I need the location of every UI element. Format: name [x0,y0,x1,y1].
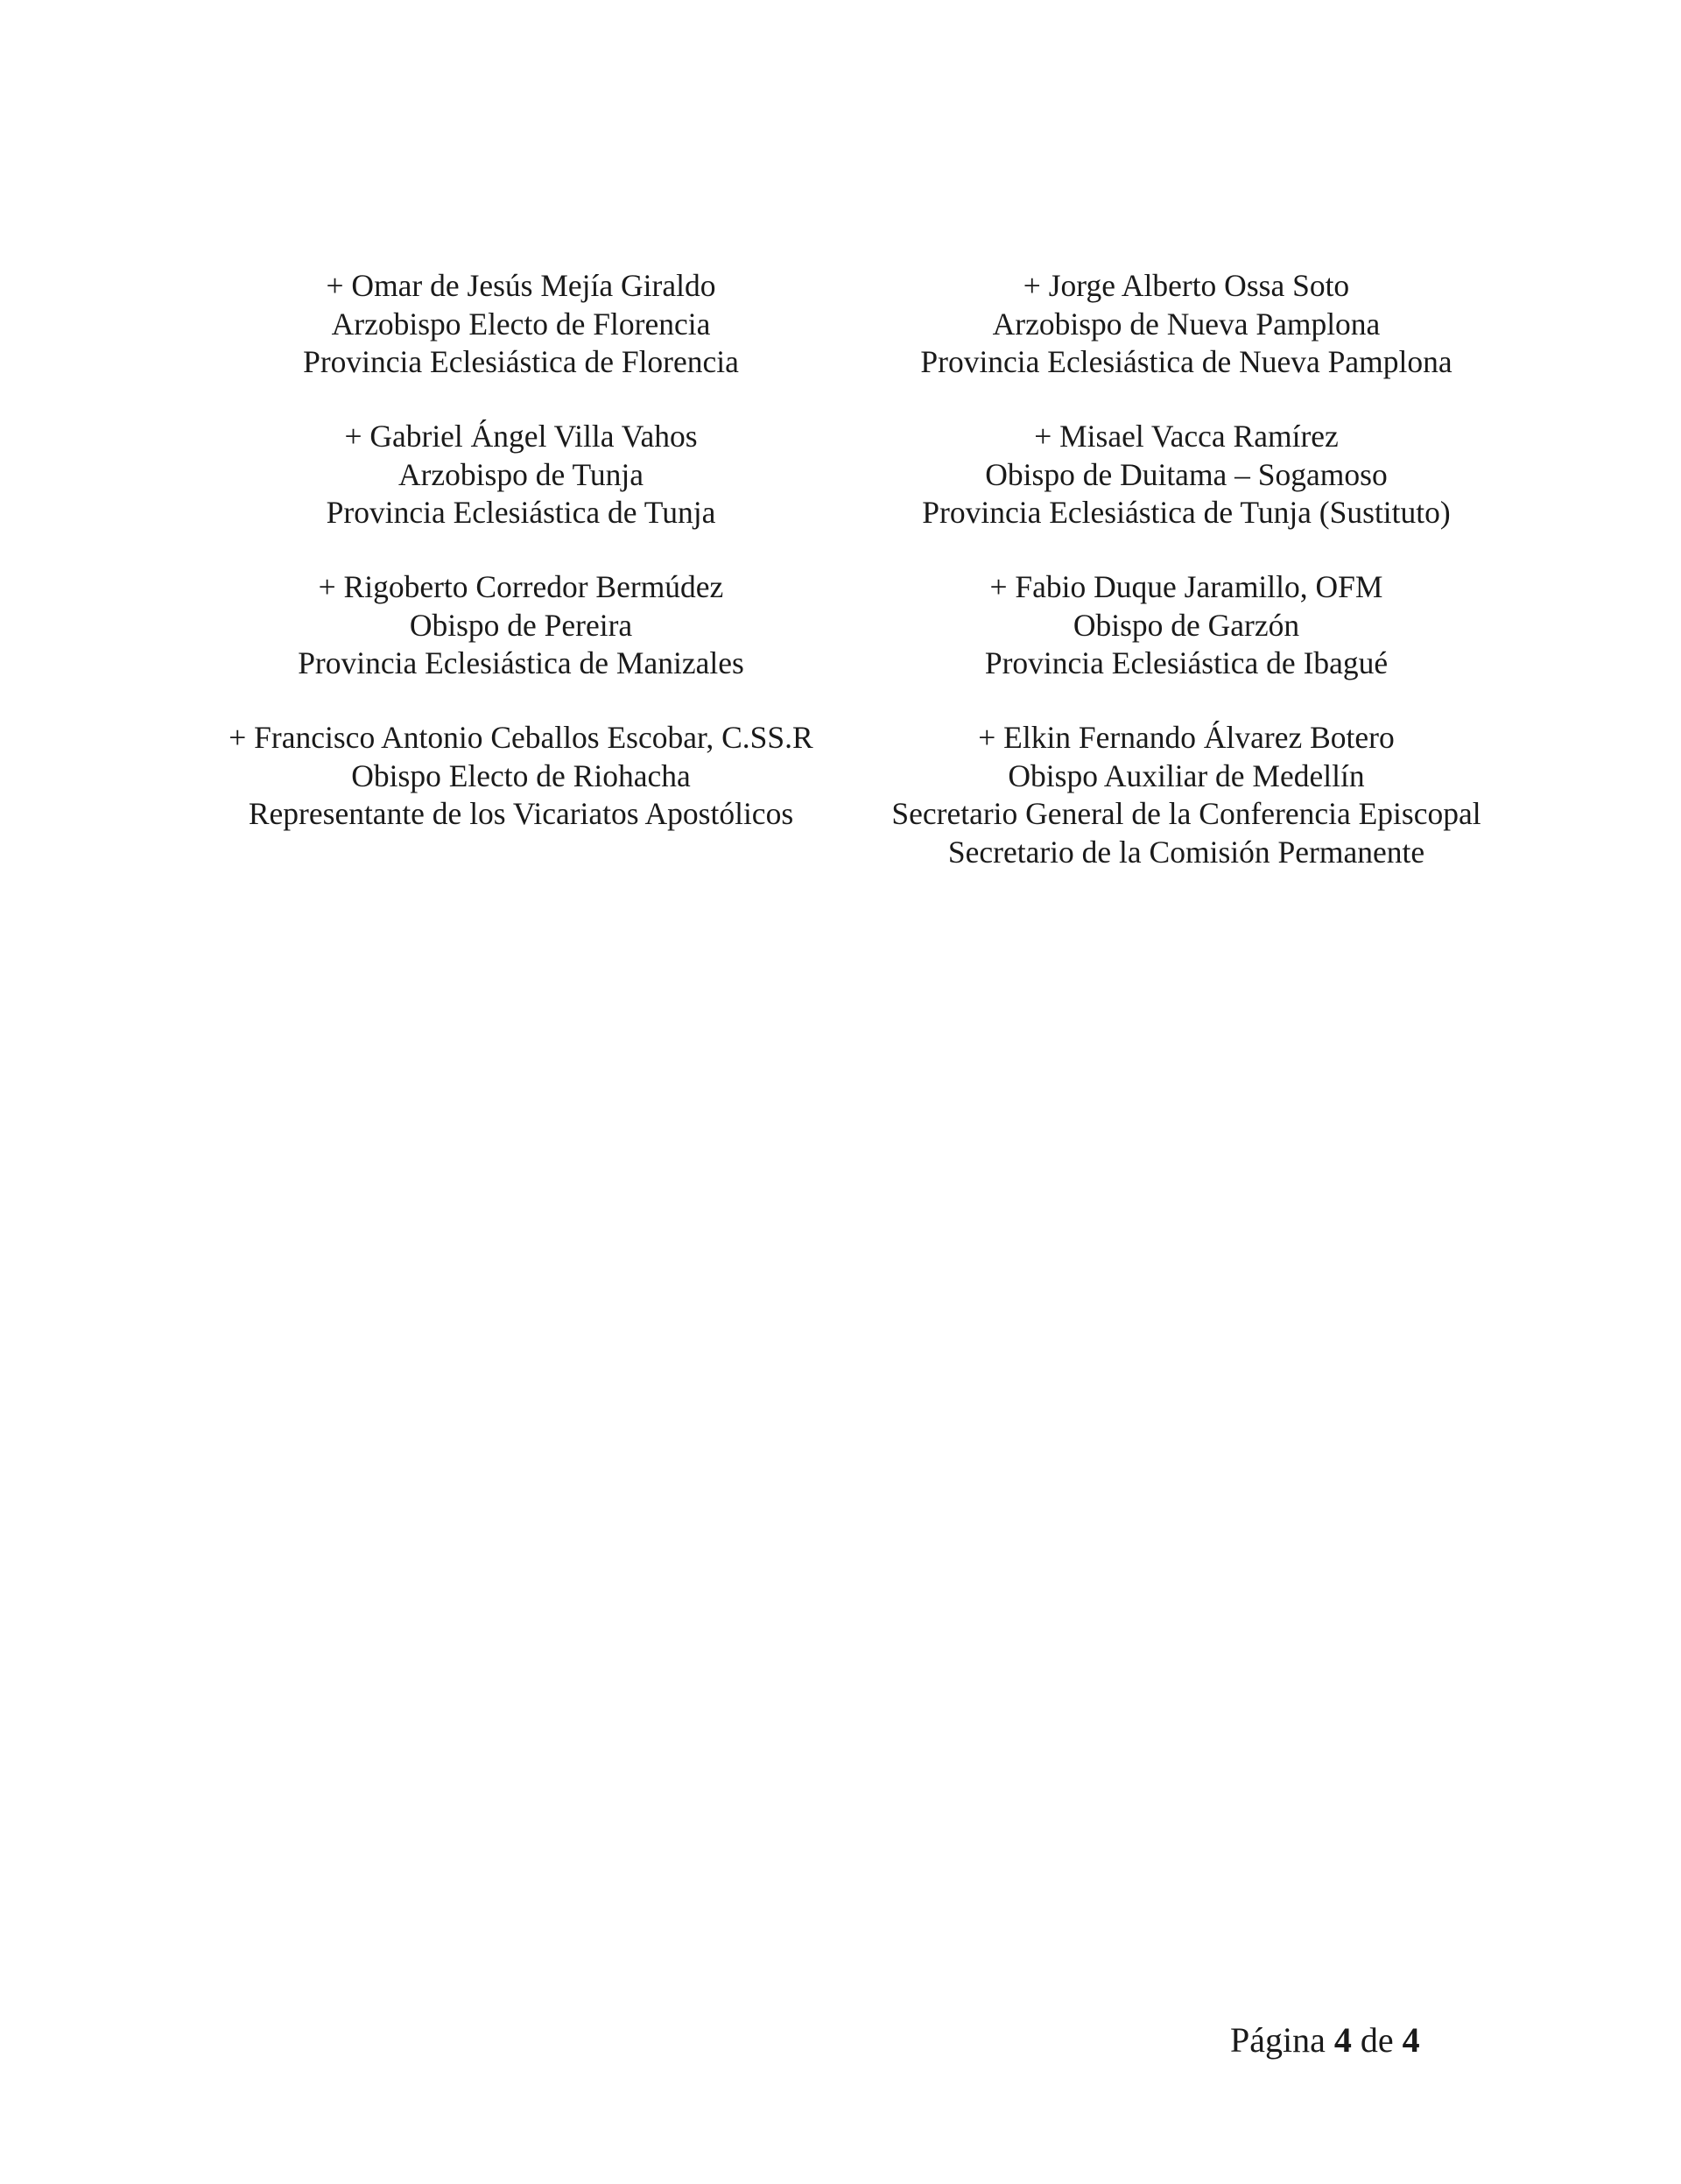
signature-block [810,418,1563,532]
signature-block [144,568,897,683]
signatory-name: + Rigoberto Corredor Bermúdez [318,569,724,604]
signatory-name: + Fabio Duque Jaramillo, OFM [989,569,1383,604]
signatory-role: Provincia Eclesiástica de Tunja [326,495,716,530]
signature-row [0,267,1681,418]
signature-block [144,418,897,532]
signatory-role: Representante de los Vicariatos Apostólicos [248,796,794,831]
page-label: Página [1230,2020,1326,2060]
signatory-name: + Jorge Alberto Ossa Soto [1023,268,1350,303]
signatory-role: Provincia Eclesiástica de Ibagué [984,645,1389,680]
current-page: 4 [1333,2020,1352,2060]
signatory-name: + Gabriel Ángel Villa Vahos [344,419,698,454]
signatory-name: + Misael Vacca Ramírez [1034,419,1339,454]
signature-row [0,719,1681,870]
signatory-secondary-role: Secretario de la Comisión Permanente [947,834,1425,870]
signatory-role: Provincia Eclesiástica de Tunja (Sustituto) [922,495,1451,530]
signature-row [0,568,1681,719]
signature-block [810,267,1563,382]
signatory-title: Obispo de Pereira [409,607,633,643]
signatory-title: Obispo de Garzón [1073,607,1300,643]
signatory-title: Arzobispo de Tunja [397,456,644,492]
signatory-title: Obispo Auxiliar de Medellín [1008,757,1365,793]
signatory-name: + Francisco Antonio Ceballos Escobar, C.SS.R [229,720,813,755]
signatory-name: + Omar de Jesús Mejía Giraldo [326,268,716,303]
signature-block [810,568,1563,683]
signature-block [144,719,897,834]
signatory-title: Arzobispo Electo de Florencia [331,306,711,342]
signatory-title: Obispo de Duitama – Sogamoso [985,456,1388,492]
of-label: de [1360,2020,1394,2060]
signatory-role: Provincia Eclesiástica de Nueva Pamplona [920,344,1452,379]
total-pages: 4 [1402,2020,1420,2060]
signatory-role: Provincia Eclesiástica de Manizales [298,645,744,680]
signature-block [144,267,897,382]
signature-block [810,719,1563,871]
signatory-role: Secretario General de la Conferencia Episcopal [891,796,1481,831]
signatory-title: Obispo Electo de Riohacha [351,757,691,793]
signatory-name: + Elkin Fernando Álvarez Botero [978,720,1395,755]
signatures-section [0,267,1681,870]
signatory-role: Provincia Eclesiástica de Florencia [303,344,739,379]
signature-row [0,418,1681,568]
signatory-title: Arzobispo de Nueva Pamplona [992,306,1381,342]
page-number [1230,2019,1420,2061]
